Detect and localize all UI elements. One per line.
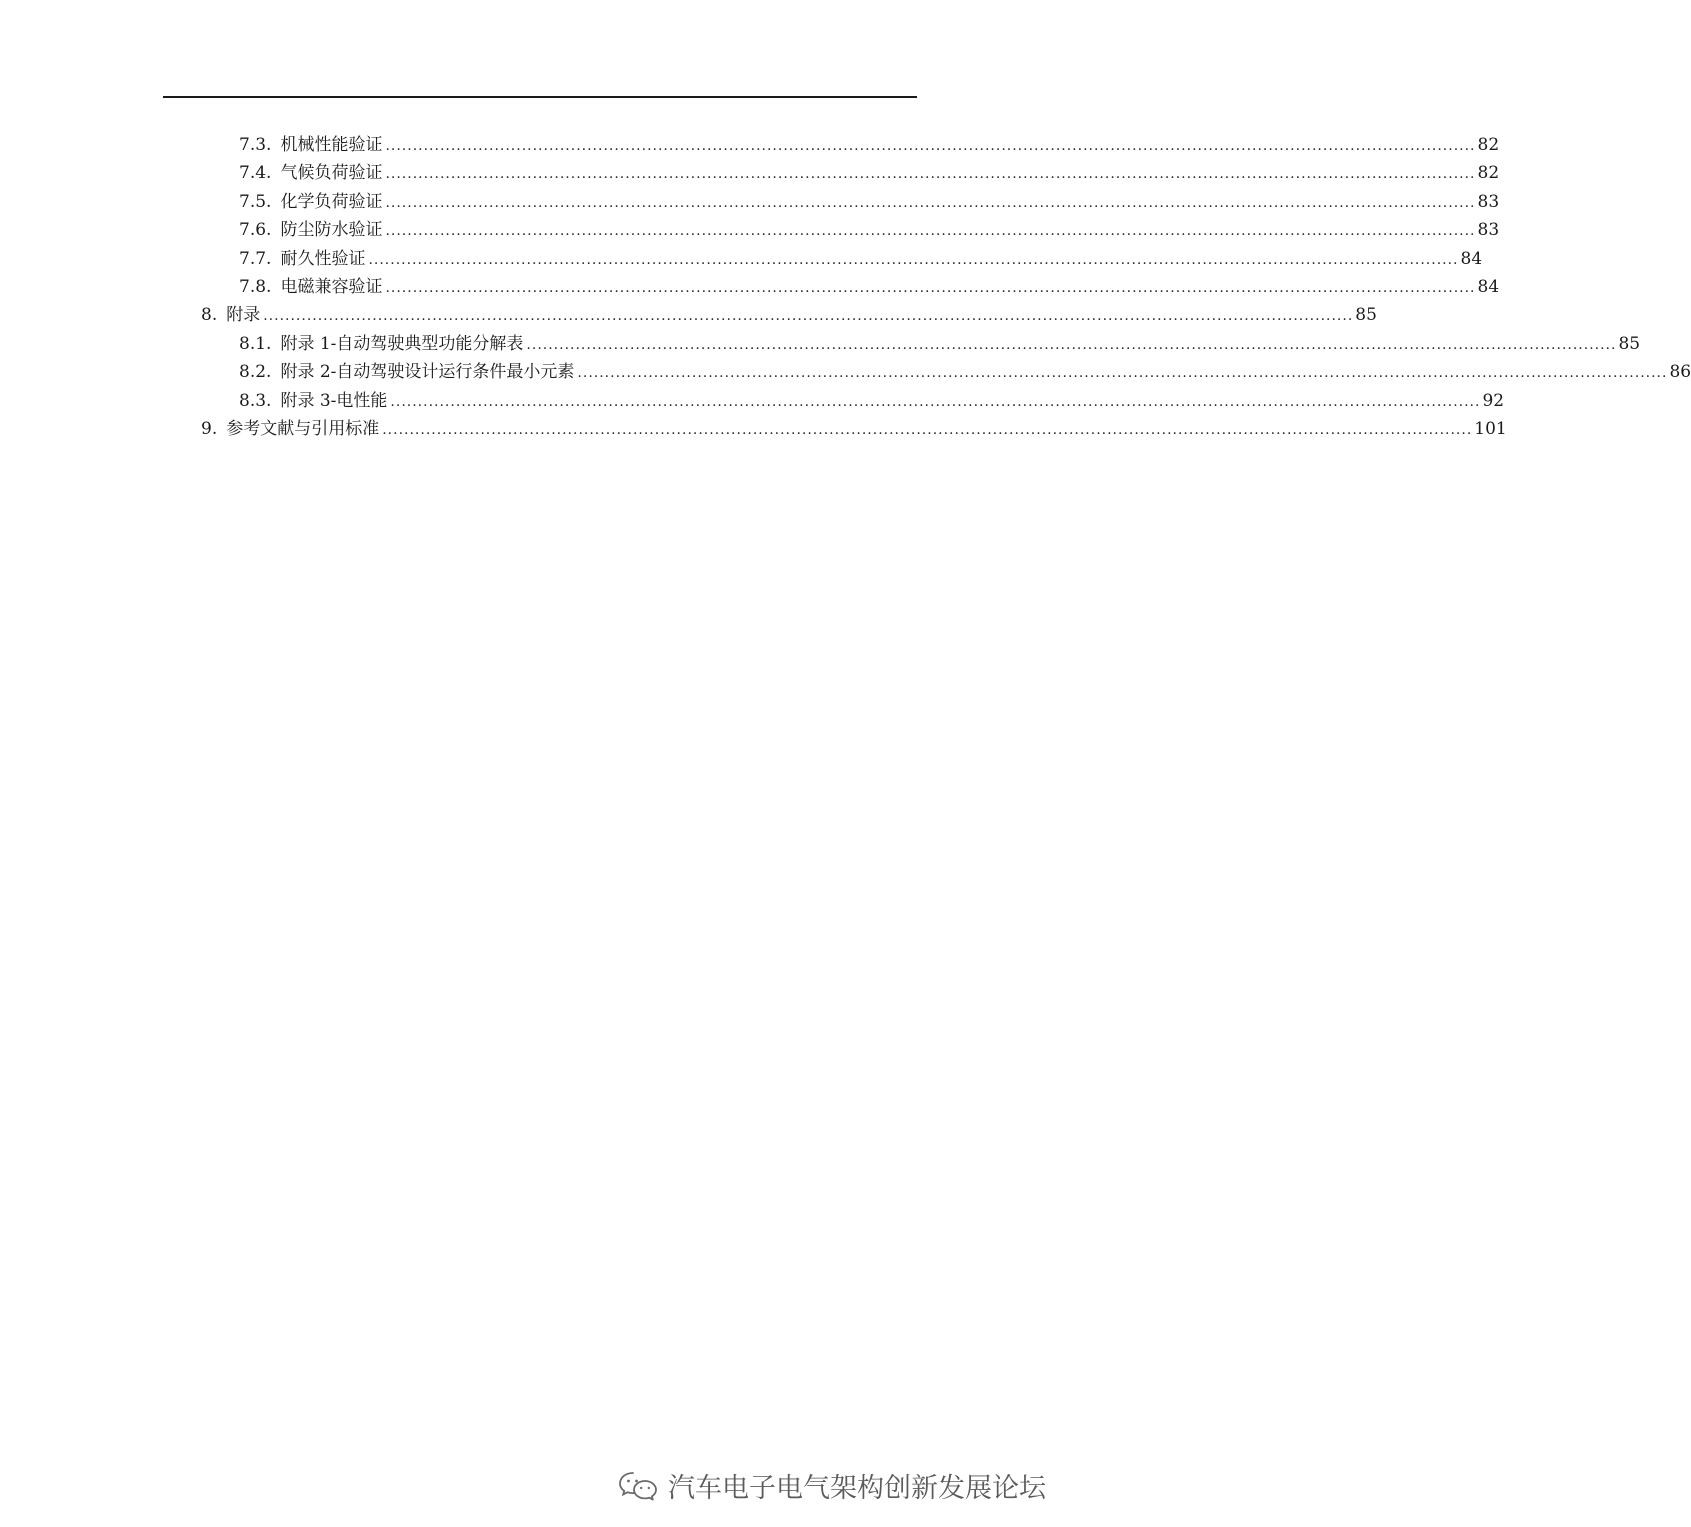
toc-dot-leader: ........................................................................................................................................................................................................ (385, 279, 1476, 296)
toc-entry-title: 附录 1-自动驾驶典型功能分解表 (280, 333, 524, 354)
toc-entry-page-number: 86 (1669, 362, 1691, 383)
toc-entry-page-number: 84 (1477, 276, 1500, 297)
toc-entry-number: 7.8. (239, 276, 272, 297)
toc-entry-number: 7.3. (239, 135, 272, 155)
toc-dot-leader: ........................................................................................................................................................................................................ (390, 393, 1481, 410)
toc-entry-title: 耐久性验证 (280, 248, 366, 269)
toc-entry-page-number: 84 (1460, 248, 1483, 269)
toc-entry (163, 131, 1500, 159)
watermark (618, 1466, 1046, 1505)
toc-dot-leader: ........................................................................................................................................................................................................ (368, 251, 1459, 268)
toc-entry-page-number: 82 (1477, 163, 1500, 184)
toc-entry-title: 机械性能验证 (280, 135, 383, 155)
toc-entry-page-number: 85 (1618, 333, 1641, 354)
toc-entry (163, 387, 1505, 415)
toc-dot-leader: ........................................................................................................................................................................................................ (577, 365, 1668, 382)
toc-dot-leader: ........................................................................................................................................................................................................ (263, 308, 1354, 325)
toc-entry-number: 9. (201, 418, 218, 439)
toc-dot-leader: ........................................................................................................................................................................................................ (385, 138, 1476, 154)
toc-entry-title: 电磁兼容验证 (280, 276, 383, 297)
toc-entry-number: 8.2. (239, 362, 272, 383)
toc-entry-number: 8.3. (239, 390, 272, 411)
toc-entry-title: 附录 3-电性能 (280, 390, 388, 411)
toc-dot-leader: ........................................................................................................................................................................................................ (382, 421, 1473, 438)
watermark-text: 汽车电子电气架构创新发展论坛 (668, 1473, 1046, 1504)
toc-entry-page-number: 85 (1355, 305, 1377, 326)
toc-entry (163, 415, 1507, 443)
toc-dot-leader: ........................................................................................................................................................................................................ (526, 336, 1617, 353)
toc-entry (163, 188, 1500, 216)
toc-entry-title: 气候负荷验证 (280, 163, 383, 184)
toc-entry-number: 7.5. (239, 191, 272, 212)
table-of-contents (163, 131, 1691, 443)
toc-entry-title: 化学负荷验证 (280, 191, 383, 212)
header-rule (163, 96, 917, 98)
wechat-icon (618, 1470, 658, 1502)
toc-entry (163, 216, 1500, 244)
toc-entry (163, 273, 1500, 301)
toc-entry-number: 8.1. (239, 333, 272, 354)
toc-entry-title: 参考文献与引用标准 (226, 418, 380, 439)
toc-entry-number: 8. (201, 305, 218, 326)
toc-entry-number: 7.6. (239, 220, 272, 241)
toc-entry-title: 附录 (226, 305, 261, 326)
toc-entry-page-number: 92 (1482, 390, 1505, 411)
toc-entry (163, 245, 1483, 273)
toc-entry (163, 301, 1377, 329)
toc-entry-page-number: 101 (1474, 418, 1507, 439)
toc-entry-title: 防尘防水验证 (280, 220, 383, 241)
toc-entry (163, 358, 1691, 386)
toc-dot-leader: ........................................................................................................................................................................................................ (385, 166, 1476, 183)
toc-entry (163, 159, 1500, 187)
toc-entry-number: 7.4. (239, 163, 272, 184)
toc-entry-page-number: 83 (1477, 191, 1500, 212)
toc-entry-page-number: 83 (1477, 220, 1500, 241)
toc-entry-number: 7.7. (239, 248, 272, 269)
toc-entry-title: 附录 2-自动驾驶设计运行条件最小元素 (280, 362, 575, 383)
toc-entry-page-number: 82 (1477, 135, 1500, 155)
toc-entry (163, 330, 1641, 358)
toc-dot-leader: ........................................................................................................................................................................................................ (385, 223, 1476, 240)
toc-dot-leader: ........................................................................................................................................................................................................ (385, 194, 1476, 211)
